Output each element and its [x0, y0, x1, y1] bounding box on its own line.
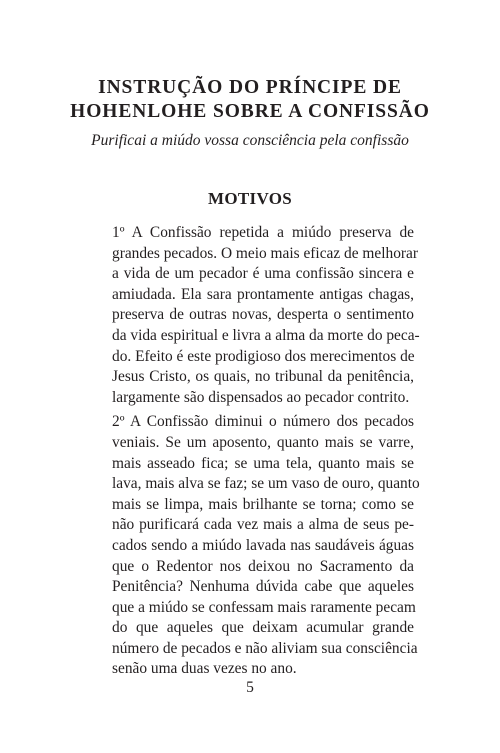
page-number: 5 [246, 679, 254, 696]
chapter-title-line-2: HOHENLOHE SOBRE A CONFISSÃO [70, 101, 430, 122]
paragraph-line: que o Redentor nos deixou no Sacramento da [112, 557, 414, 575]
paragraph-line: número de pecados e não aliviam sua consciência [112, 639, 418, 657]
paragraph-line: Penitência? Nenhuma dúvida cabe que aqueles [112, 578, 414, 596]
paragraph-line: veniais. Se um aposento, quanto mais se varre, [112, 433, 414, 451]
paragraph-2 [112, 412, 420, 680]
paragraph-line: senão uma duas vezes no ano. [112, 660, 297, 678]
paragraph-line: grandes pecados. O meio mais eficaz de melhorar [112, 244, 418, 262]
paragraph-line: 1º A Confissão repetida a miúdo preserva de [112, 224, 414, 241]
paragraph-line: 2º A Confissão diminui o número dos pecados [112, 413, 414, 431]
paragraph-line: mais asseado fica; se uma tela, quanto mais se [112, 454, 414, 472]
paragraph-line: amiudada. Ela sara prontamente antigas chagas, [112, 285, 414, 303]
body-text [112, 223, 420, 684]
paragraph-line: preserva de outras novas, desperta o sentimento [112, 306, 414, 324]
paragraph-line: cados sendo a miúdo lavada nas saudáveis águas [112, 536, 414, 554]
chapter-subtitle: Purificai a miúdo vossa consciência pela confissão [91, 132, 409, 149]
paragraph-line: Jesus Cristo, os quais, no tribunal da penitência, [112, 368, 414, 386]
chapter-title-line-1: INSTRUÇÃO DO PRÍNCIPE DE [98, 77, 402, 98]
paragraph-line: que a miúdo se confessam mais raramente pecam [112, 598, 416, 616]
paragraph-1 [112, 223, 420, 408]
paragraph-line: lava, mais alva se faz; se um vaso de ouro, quanto [112, 475, 420, 493]
paragraph-line: mais se limpa, mais brilhante se torna; como se [112, 495, 414, 513]
paragraph-line: do. Efeito é este prodigioso dos merecimentos de [112, 347, 415, 365]
paragraph-line: a vida de um pecador é uma confissão sincera e [112, 265, 414, 283]
paragraph-line: da vida espiritual e livra a alma da morte do peca- [112, 326, 420, 344]
paragraph-line: do que aqueles que deixam acumular grande [112, 619, 414, 637]
section-heading: MOTIVOS [208, 189, 292, 208]
paragraph-line: largamente são dispensados ao pecador contrito. [112, 388, 410, 406]
paragraph-line: não purificará cada vez mais a alma de seus pe- [112, 516, 414, 534]
chapter-title [0, 76, 500, 124]
